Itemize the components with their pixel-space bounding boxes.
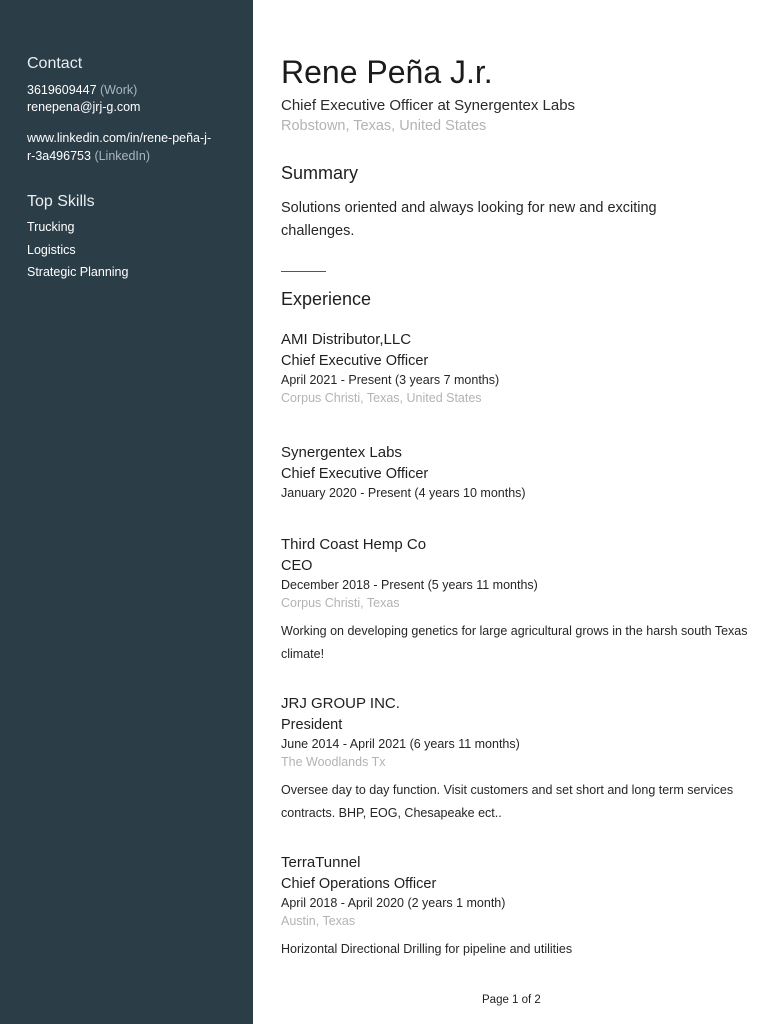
experience-company: TerraTunnel bbox=[281, 854, 361, 871]
experience-location: Corpus Christi, Texas, United States bbox=[281, 391, 482, 405]
experience-dates: December 2018 - Present (5 years 11 months) bbox=[281, 578, 538, 592]
phone-number[interactable]: 3619609447 bbox=[27, 83, 97, 97]
experience-heading: Experience bbox=[281, 289, 372, 309]
experience-title: President bbox=[281, 717, 343, 733]
experience-company: Third Coast Hemp Co bbox=[281, 536, 427, 553]
profile-name: Rene Peña J.r. bbox=[281, 54, 493, 90]
phone-type: (Work) bbox=[100, 83, 138, 97]
profile-headline: Chief Executive Officer at Synergentex Labs bbox=[281, 97, 576, 114]
experience-dates: June 2014 - April 2021 (6 years 11 months) bbox=[281, 737, 520, 751]
experience-company: JRJ GROUP INC. bbox=[281, 695, 400, 712]
linkedin-link-line1[interactable]: www.linkedin.com/in/rene-peña-j- bbox=[27, 131, 212, 145]
experience-title: Chief Operations Officer bbox=[281, 876, 437, 892]
experience-title: CEO bbox=[281, 558, 313, 574]
linkedin-link-line2[interactable]: r-3a496753 bbox=[27, 149, 91, 163]
experience-location: Austin, Texas bbox=[281, 914, 356, 928]
experience-dates: April 2018 - April 2020 (2 years 1 month) bbox=[281, 896, 506, 910]
page-number: Page 1 of 2 bbox=[482, 994, 541, 1006]
experience-dates: April 2021 - Present (3 years 7 months) bbox=[281, 373, 500, 387]
experience-dates: January 2020 - Present (4 years 10 months) bbox=[281, 486, 526, 500]
profile-location: Robstown, Texas, United States bbox=[281, 118, 487, 134]
contact-heading: Contact bbox=[27, 55, 83, 72]
experience-title: Chief Executive Officer bbox=[281, 353, 429, 369]
top-skills-heading: Top Skills bbox=[27, 193, 95, 210]
skill-item: Logistics bbox=[27, 243, 76, 257]
experience-location: Corpus Christi, Texas bbox=[281, 596, 400, 610]
experience-company: AMI Distributor,LLC bbox=[281, 331, 412, 348]
experience-description: Working on developing genetics for large agricultural grows in the harsh south Texas climate! bbox=[281, 624, 748, 661]
experience-description: Oversee day to day function. Visit customers and set short and long term services contracts. BHP, EOG, Chesapeake ect.. bbox=[281, 783, 734, 820]
linkedin-type: (LinkedIn) bbox=[94, 149, 151, 163]
summary-text: Solutions oriented and always looking for new and exciting challenges. bbox=[281, 200, 657, 239]
experience-title: Chief Executive Officer bbox=[281, 466, 429, 482]
skill-item: Trucking bbox=[27, 220, 75, 234]
experience-description: Horizontal Directional Drilling for pipeline and utilities bbox=[281, 942, 573, 956]
skill-item: Strategic Planning bbox=[27, 265, 129, 279]
email-link[interactable]: renepena@jrj-g.com bbox=[27, 100, 141, 114]
experience-location: The Woodlands Tx bbox=[281, 755, 386, 769]
experience-company: Synergentex Labs bbox=[281, 444, 402, 461]
summary-heading: Summary bbox=[281, 163, 359, 183]
section-divider bbox=[281, 271, 326, 272]
